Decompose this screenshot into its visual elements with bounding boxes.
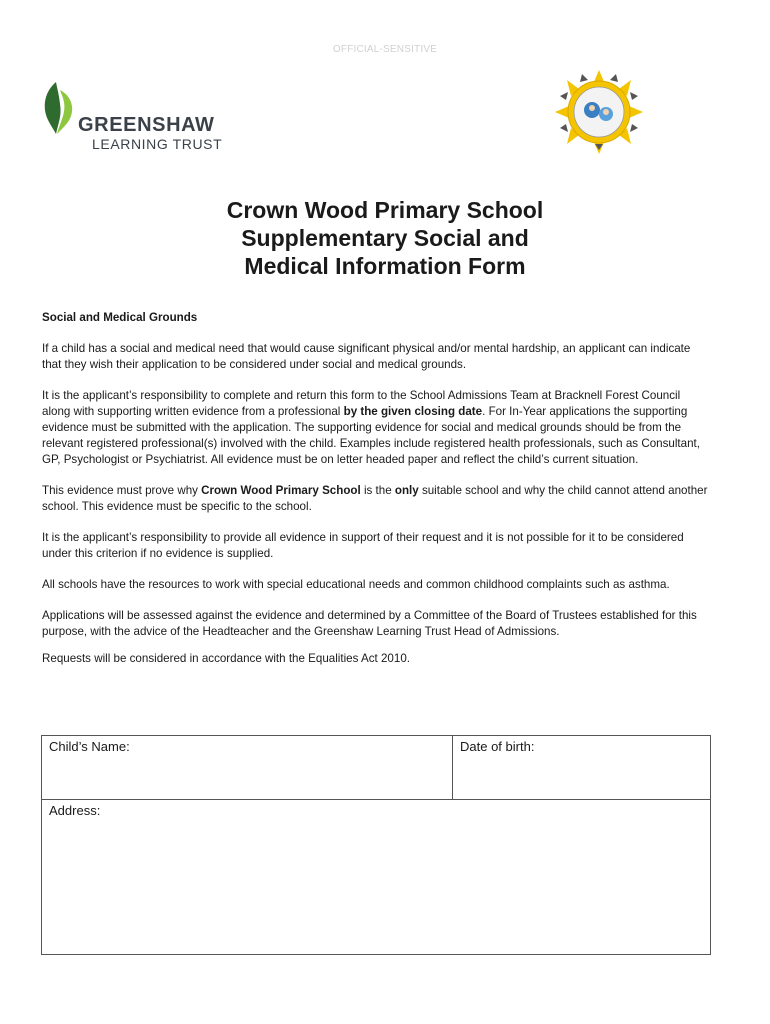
title-line-3: Medical Information Form <box>244 253 526 279</box>
text-span: suitable school and why the child cannot attend another school. This evidence must be specific to the school. <box>42 484 708 513</box>
leaf-icon <box>42 80 78 136</box>
text-span: . For In-Year applications the supporting evidence must be submitted with the application. The supporting evidence for social and medical grounds should be from the relevant registered professional(s) involved with the child. Examples include registered health professionals, such as Consultant, GP, Psychologist or Psychiatrist. All evidence must be on letter headed paper and reflect the child’s current situation. <box>42 405 700 466</box>
school-name-emphasis: Crown Wood Primary School <box>201 484 361 497</box>
security-marking: OFFICIAL-SENSITIVE <box>332 44 438 55</box>
childs-name-label: Child’s Name: <box>49 739 130 754</box>
closing-date-emphasis: by the given closing date <box>343 405 483 418</box>
paragraph-resources: All schools have the resources to work with special educational needs and common childhood complaints such as asthma. <box>42 578 670 591</box>
text-span: is the <box>360 484 395 497</box>
applicant-details-table <box>41 735 711 955</box>
date-of-birth-label: Date of birth: <box>460 739 535 754</box>
text-span: This evidence must prove why <box>42 484 202 497</box>
paragraph-evidence <box>42 483 710 515</box>
childs-name-field[interactable] <box>42 736 453 800</box>
section-heading: Social and Medical Grounds <box>42 311 198 324</box>
address-field[interactable] <box>42 800 710 954</box>
paragraph-all-evidence: It is the applicant’s responsibility to provide all evidence in support of their request and it is not possible for it to be considered under this criterion if no evidence is supplied. <box>42 531 684 560</box>
page-title <box>0 196 770 280</box>
paragraph-assessment: Applications will be assessed against the evidence and determined by a Committee of the Board of Trustees established for this purpose, with the advice of the Headteacher and the Greenshaw Learning Trust Head of Admissions. <box>42 609 697 638</box>
paragraph-eligibility: If a child has a social and medical need that would cause significant physical and/or mental hardship, an applicant can indicate that they wish their application to be considered under social and medical grounds. <box>42 342 691 371</box>
date-of-birth-field[interactable] <box>453 736 710 800</box>
form-guidance <box>42 310 710 682</box>
trust-name: GREENSHAW <box>78 114 215 136</box>
paragraph-equalities-act: Requests will be considered in accordance with the Equalities Act 2010. <box>42 652 410 665</box>
address-label: Address: <box>49 803 101 818</box>
crown-wood-logo <box>552 70 646 154</box>
greenshaw-logo <box>42 80 232 156</box>
only-emphasis: only <box>394 484 419 497</box>
trust-subtitle: LEARNING TRUST <box>92 136 223 152</box>
title-line-1: Crown Wood Primary School <box>226 197 544 223</box>
paragraph-responsibility <box>42 388 710 468</box>
text-span: It is the applicant’s responsibility to complete and return this form to the School Admissions Team at Bracknell Forest Council along with supporting written evidence from a professional <box>42 389 681 418</box>
title-line-2: Supplementary Social and <box>241 225 529 251</box>
